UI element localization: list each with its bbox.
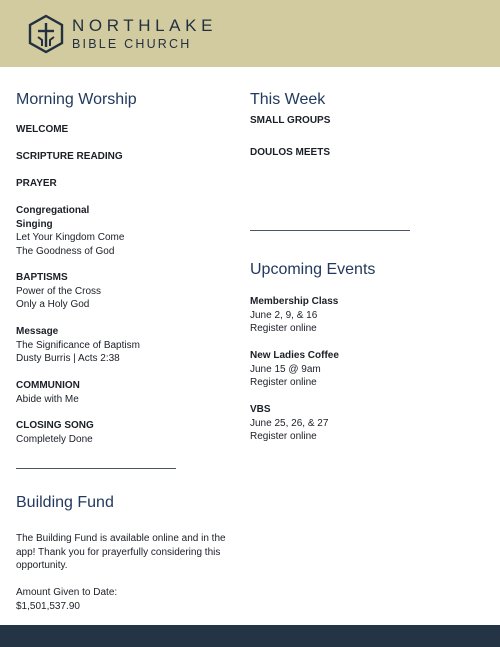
small-groups-heading: SMALL GROUPS	[250, 115, 331, 126]
baptisms-heading: BAPTISMS	[16, 272, 68, 283]
event-name: VBS	[250, 404, 271, 415]
this-week-item	[250, 114, 330, 128]
prayer-heading: PRAYER	[16, 178, 57, 189]
amount-given-value: $1,501,537.90	[16, 600, 80, 612]
communion-heading: COMMUNION	[16, 380, 80, 391]
song-line: Completely Done	[16, 433, 93, 445]
communion-item	[16, 379, 80, 406]
amount-given-label: Amount Given to Date:	[16, 587, 118, 598]
church-name	[72, 16, 217, 53]
prayer-item	[16, 177, 57, 191]
singing-heading: Singing	[16, 218, 53, 230]
event-register: Register online	[250, 377, 317, 388]
event-date: June 2, 9, & 16	[250, 309, 318, 321]
doulos-meets-heading: DOULOS MEETS	[250, 147, 331, 158]
song-line: Power of the Cross	[16, 285, 102, 297]
header-banner	[0, 0, 500, 67]
message-item	[16, 325, 140, 366]
message-heading: Message	[16, 326, 59, 337]
event-register: Register online	[250, 431, 317, 442]
amount-given	[16, 586, 234, 613]
upcoming-events-title: Upcoming Events	[250, 261, 376, 278]
welcome-heading: WELCOME	[16, 124, 69, 135]
event-item	[250, 403, 328, 444]
song-line: Only a Holy God	[16, 299, 90, 310]
congregational-singing-item	[16, 204, 124, 258]
event-date: June 25, 26, & 27	[250, 417, 329, 429]
divider-left	[16, 468, 176, 469]
baptisms-item	[16, 271, 101, 312]
this-week-item	[250, 146, 330, 160]
congregational-heading: Congregational	[16, 205, 90, 216]
song-line: The Goodness of God	[16, 245, 115, 257]
building-fund-description: The Building Fund is available online and in the app! Thank you for prayerfully considering this opportunity.	[16, 533, 226, 571]
event-name: Membership Class	[250, 296, 339, 307]
song-line: Let Your Kingdom Come	[16, 232, 125, 243]
church-cross-logo-icon	[27, 14, 65, 54]
this-week-title: This Week	[250, 91, 326, 108]
scripture-item	[16, 150, 123, 164]
welcome-item	[16, 123, 68, 137]
message-title: The Significance of Baptism	[16, 339, 140, 351]
message-speaker: Dusty Burris | Acts 2:38	[16, 353, 120, 364]
closing-song-item	[16, 419, 94, 446]
event-date: June 15 @ 9am	[250, 363, 321, 375]
event-name: New Ladies Coffee	[250, 350, 339, 361]
scripture-heading: SCRIPTURE READING	[16, 151, 123, 162]
footer-bar	[0, 625, 500, 647]
divider-right	[250, 230, 410, 231]
church-name-line1: NORTHLAKE	[72, 16, 218, 35]
event-item	[250, 295, 338, 336]
building-fund-title: Building Fund	[16, 494, 114, 511]
event-register: Register online	[250, 323, 317, 334]
closing-heading: CLOSING SONG	[16, 420, 94, 431]
church-name-line2: BIBLE CHURCH	[72, 37, 192, 51]
event-item	[250, 349, 339, 390]
song-line: Abide with Me	[16, 393, 79, 405]
morning-worship-title: Morning Worship	[16, 91, 137, 108]
